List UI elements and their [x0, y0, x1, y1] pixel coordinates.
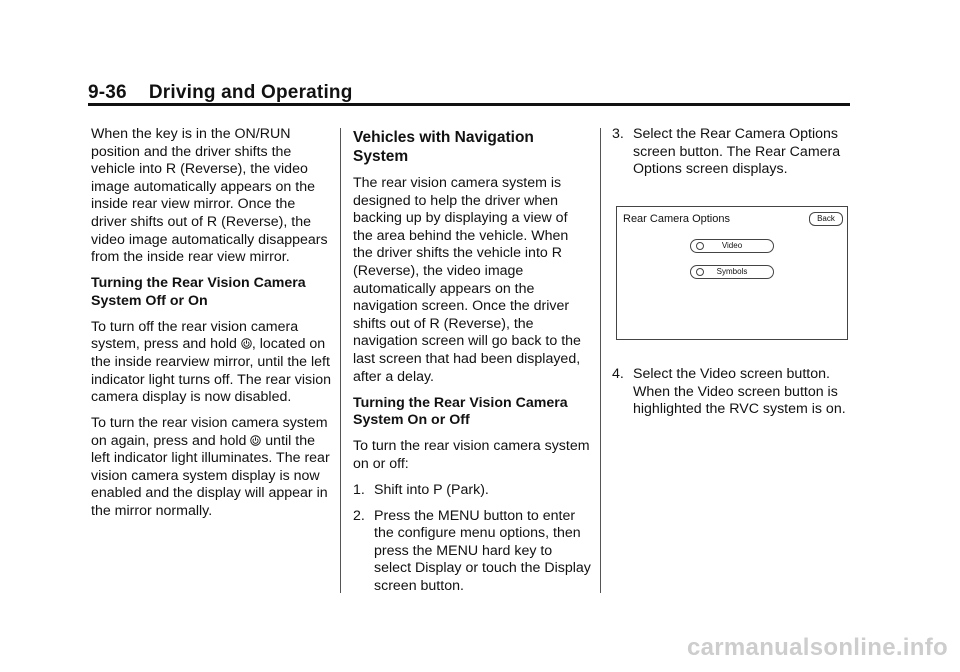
list-item: 1. Shift into P (Park).	[353, 481, 489, 498]
list-item: 3. Select the Rear Camera Options screen button. The Rear Camera Options screen displays.	[612, 126, 841, 178]
paragraph-intro: When the key is in the ON/RUN position and the driver shifts the vehicle into R (Reverse), the video image automatically appears on the inside rear view mirror. Once the driver shifts out of R (Reverse), the video image automatically disappears from the inside rear view mirror.	[91, 126, 328, 266]
symbols-button[interactable]: Symbols	[690, 265, 774, 279]
column-2	[353, 126, 591, 604]
radio-icon	[696, 242, 704, 250]
list-item: 2. Press the MENU button to enter the configure menu options, then press the MENU hard key to select Display or touch the Display screen button.	[353, 507, 591, 595]
back-button[interactable]: Back	[809, 212, 843, 226]
column-divider-2	[600, 128, 601, 593]
rear-camera-options-screen	[616, 206, 848, 340]
heading-turning-off-on: Turning the Rear Vision Camera System Off or On	[91, 275, 306, 309]
list-item: 4. Select the Video screen button. When the Video screen button is highlighted the RVC system is on.	[612, 366, 846, 418]
section-title: Driving and Operating	[148, 82, 353, 103]
radio-icon	[696, 268, 704, 276]
page-number: 9-36	[88, 82, 127, 103]
column-3	[612, 126, 852, 187]
power-icon	[250, 435, 261, 446]
paragraph-turn-on: To turn the rear vision camera system on again, press and hold until the left indicator light illuminates. The rear vision camera system display is now enabled and the display will appear in the mirror normally.	[91, 415, 330, 520]
paragraph-on-off: To turn the rear vision camera system on or off:	[353, 438, 590, 472]
video-button[interactable]: Video	[690, 239, 774, 253]
screen-title: Rear Camera Options	[623, 213, 730, 225]
column-divider-1	[340, 128, 341, 593]
page-header	[88, 82, 353, 104]
heading-turning-on-off: Turning the Rear Vision Camera System On or Off	[353, 394, 568, 429]
paragraph-navigation: The rear vision camera system is designed to help the driver when backing up by displaying a view of the area behind the vehicle. When the driver shifts the vehicle into R (Reverse), the video image automatically appears on the navigation screen. Once the driver shifts out of R (Reverse), the navigation screen will go back to the last screen that had been displayed, after a delay.	[353, 175, 581, 385]
watermark: carmanualsonline.info	[686, 634, 948, 661]
power-icon	[241, 338, 252, 349]
paragraph-turn-off: To turn off the rear vision camera system, press and hold , located on the inside rearview mirror, until the left indicator light turns off. The rear vision camera display is now disabled.	[91, 318, 331, 406]
column-3-continued	[612, 366, 852, 427]
header-rule	[88, 103, 850, 106]
section-heading-navigation: Vehicles with Navigation System	[353, 129, 534, 165]
column-1	[91, 126, 331, 529]
